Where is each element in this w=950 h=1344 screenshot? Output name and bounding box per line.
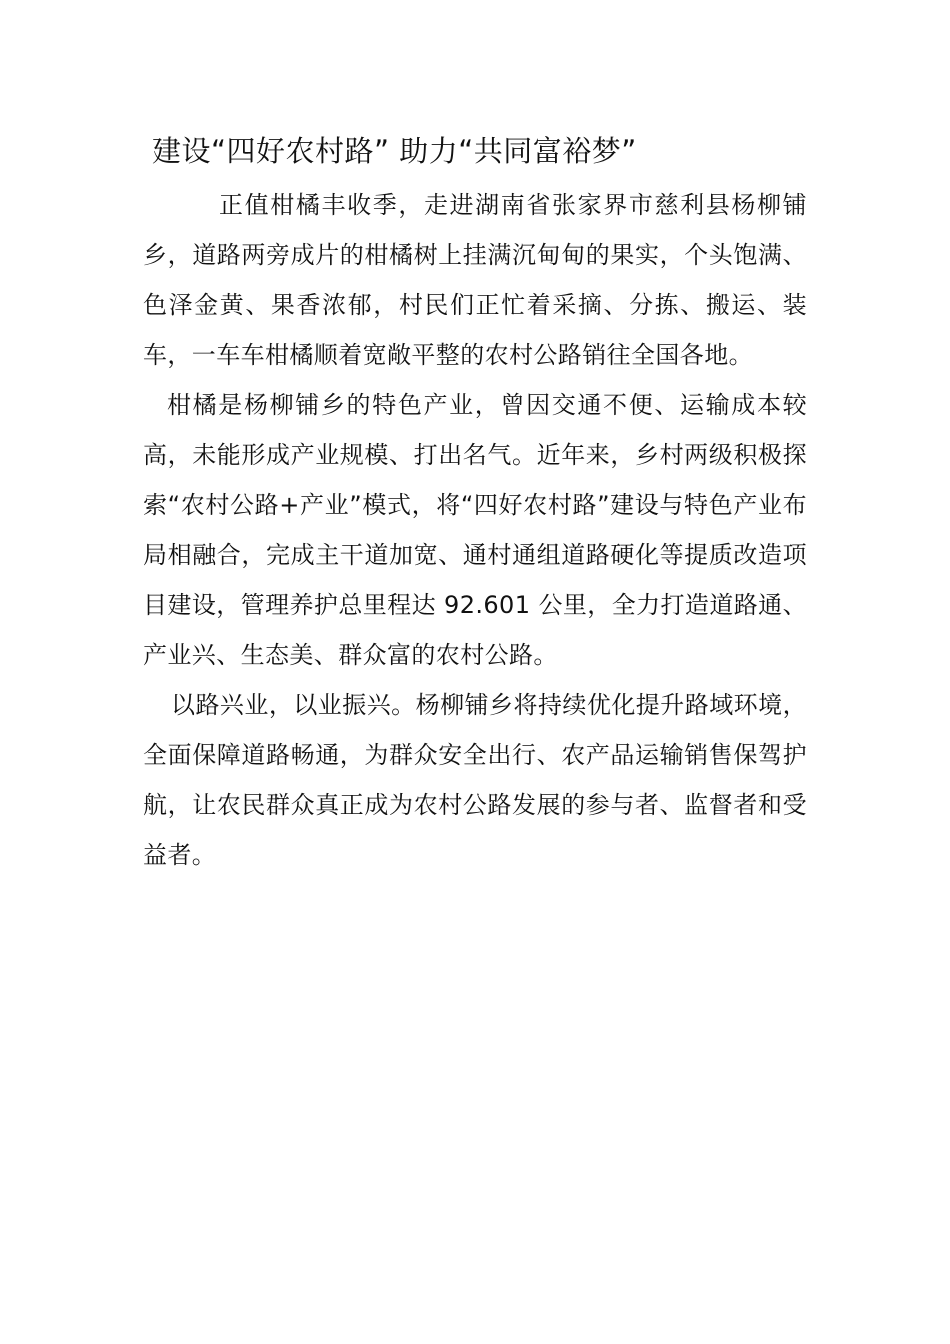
document-title: 建设“四好农村路” 助力“共同富裕梦” [152, 134, 637, 168]
paragraph-1: 正值柑橘丰收季，走进湖南省张家界市慈利县杨柳铺乡，道路两旁成片的柑橘树上挂满沉甸甸的果实，个头饱满、色泽金黄、果香浓郁，村民们正忙着采摘、分拣、搬运、装车，一车车柑橘顺着宽敞平整的农村公路销往全国各地。 [143, 191, 807, 369]
document-body [143, 180, 807, 880]
paragraph-2: 柑橘是杨柳铺乡的特色产业，曾因交通不便、运输成本较高，未能形成产业规模、打出名气。近年来，乡村两级积极探索“农村公路+产业”模式，将“四好农村路”建设与特色产业布局相融合，完成主干道加宽、通村通组道路硬化等提质改造项目建设，管理养护总里程达 92.601 公里，全力打造道路通、产业兴、生态美、群众富的农村公路。 [143, 391, 807, 669]
paragraph-3: 以路兴业，以业振兴。杨柳铺乡将持续优化提升路域环境，全面保障道路畅通，为群众安全出行、农产品运输销售保驾护航，让农民群众真正成为农村公路发展的参与者、监督者和受益者。 [143, 691, 807, 869]
